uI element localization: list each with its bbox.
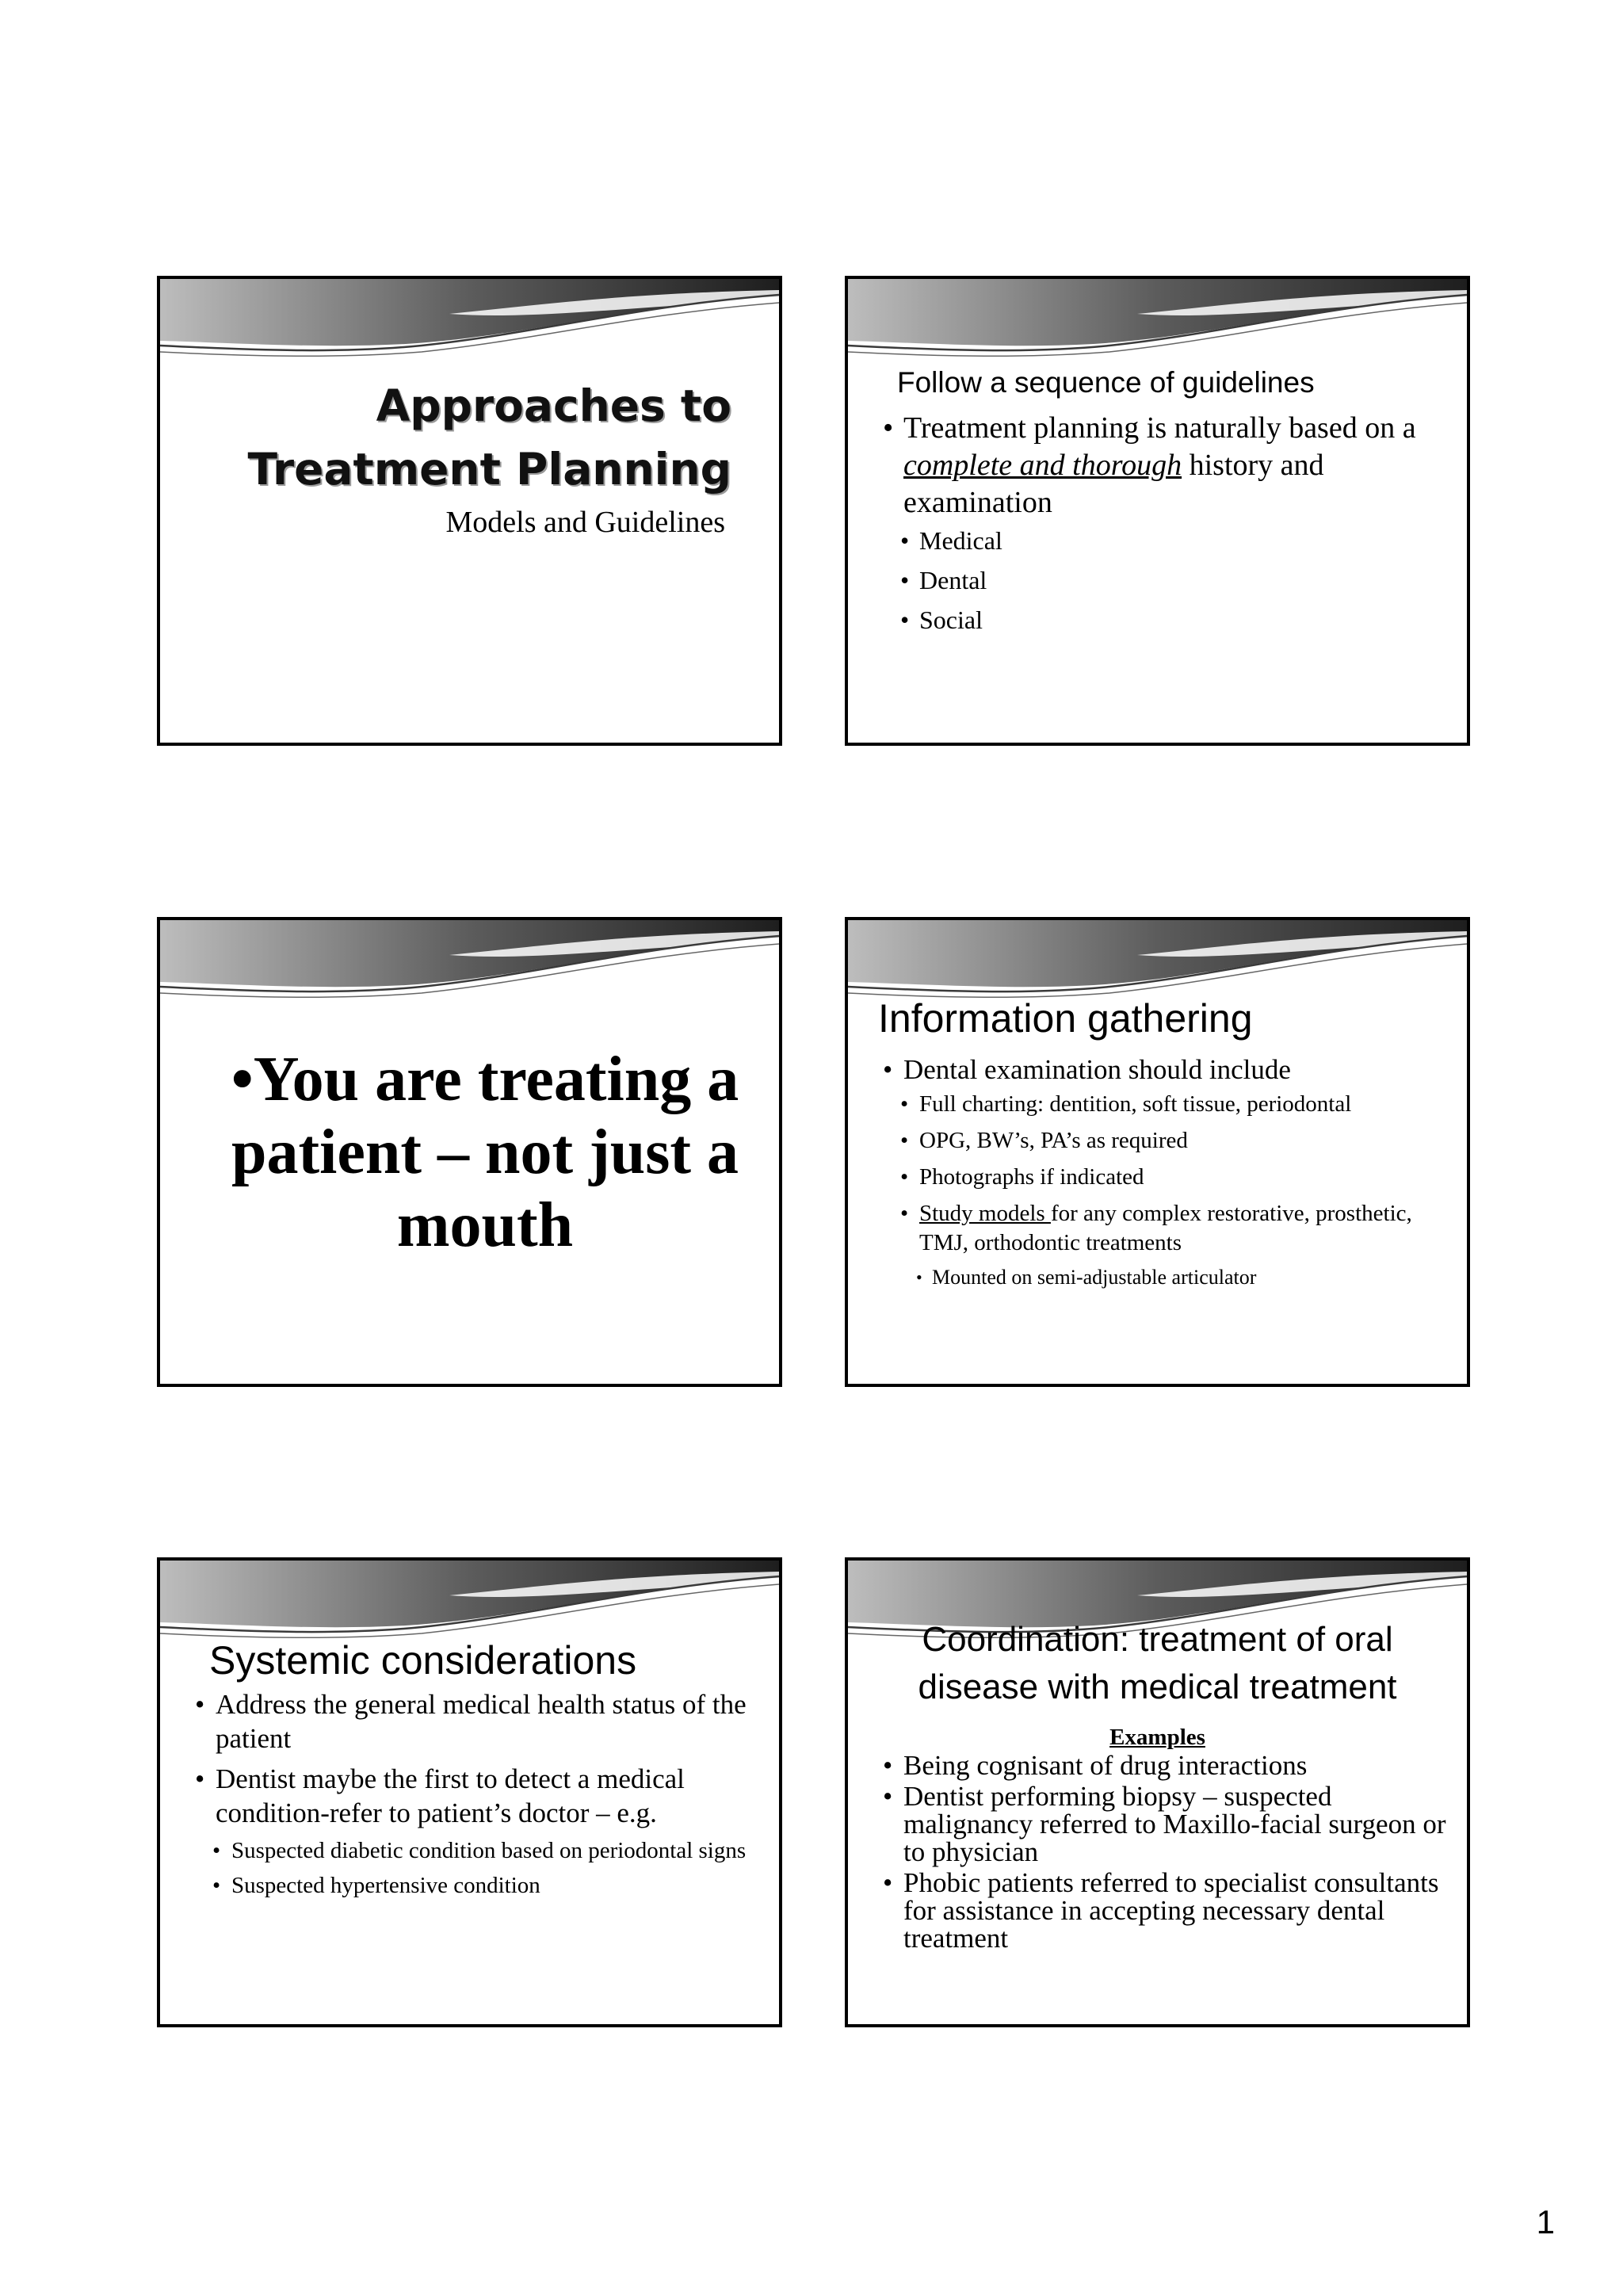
bullet-list	[195, 1687, 773, 1906]
bullet-item: • Address the general medical health status of the patient	[195, 1687, 773, 1755]
slide-title-line: Approaches to	[376, 380, 731, 431]
slide-heading: Follow a sequence of guidelines	[897, 366, 1315, 399]
page-number: 1	[1536, 2203, 1555, 2241]
bullet-item: • Phobic patients referred to specialist consultants for assistance in accepting necessary dental treatment	[883, 1869, 1461, 1952]
slide-title-line: Treatment Planning	[247, 444, 731, 495]
slide-heading	[848, 1616, 1467, 1711]
bullet-item: • Dental examination should include	[883, 1053, 1461, 1087]
sub-bullet-item: • Suspected diabetic condition based on periodontal signs	[195, 1836, 773, 1865]
slide-banner-graphic	[160, 920, 779, 1007]
slide-banner-graphic	[848, 279, 1467, 366]
slide-banner-graphic	[160, 279, 779, 366]
sub-bullet-item: • Medical	[883, 525, 1461, 557]
slide-title	[240, 374, 731, 501]
bullet-list	[883, 1053, 1461, 1290]
bullet-item	[883, 410, 1461, 521]
bullet-item: • Dentist maybe the first to detect a medical condition-refer to patient’s doctor – e.g.	[195, 1762, 773, 1830]
bullet-text: You are treating a patient – not just a mouth	[231, 1045, 739, 1260]
slide-heading-line: disease with medical treatment	[918, 1668, 1397, 1706]
bullet-text: Treatment planning is naturally based on a	[903, 411, 1416, 445]
slide-systemic-considerations	[157, 1557, 782, 2027]
bullet-list	[883, 410, 1461, 644]
sub-bullet-item: • Suspected hypertensive condition	[195, 1871, 773, 1900]
sub-bullet-item: • Full charting: dentition, soft tissue, periodontal	[883, 1090, 1461, 1119]
bullet-list	[883, 1752, 1461, 1955]
slide-heading: Systemic considerations	[209, 1638, 637, 1683]
sub-sub-bullet-item: • Mounted on semi-adjustable articulator	[883, 1265, 1461, 1290]
emphasis-text: complete and thorough	[903, 449, 1182, 482]
slide-banner-graphic	[848, 920, 1467, 1007]
slide-information-gathering	[845, 917, 1470, 1387]
bullet-text: history and examination	[903, 449, 1324, 519]
examples-label: Examples	[1109, 1725, 1205, 1750]
slide-heading-line: Coordination: treatment of oral	[922, 1620, 1393, 1659]
slide-subtitle: Models and Guidelines	[445, 506, 725, 539]
slide-approaches	[157, 276, 782, 746]
study-models-link[interactable]: Study models	[919, 1201, 1051, 1226]
slide-guidelines	[845, 276, 1470, 746]
slide-patient-not-mouth	[157, 917, 782, 1387]
slide-banner-graphic	[160, 1561, 779, 1648]
slide-heading: Information gathering	[878, 996, 1253, 1041]
bullet-dot: •	[231, 1045, 254, 1114]
sub-bullet-item: • Social	[883, 604, 1461, 636]
bullet-item: • Being cognisant of drug interactions	[883, 1752, 1461, 1779]
sub-bullet-item: • Dental	[883, 564, 1461, 597]
sub-bullet-item: • Photographs if indicated	[883, 1163, 1461, 1192]
sub-bullet-item	[883, 1199, 1461, 1258]
bullet-text: for any complex restorative, prosthetic, TMJ, orthodontic treatments	[919, 1201, 1412, 1255]
slide-coordination	[845, 1557, 1470, 2027]
sub-bullet-item: • OPG, BW’s, PA’s as required	[883, 1126, 1461, 1156]
bullet-item: • Dentist performing biopsy – suspected malignancy referred to Maxillo-facial surgeon or to physician	[883, 1782, 1461, 1866]
large-bullet	[208, 1043, 762, 1262]
